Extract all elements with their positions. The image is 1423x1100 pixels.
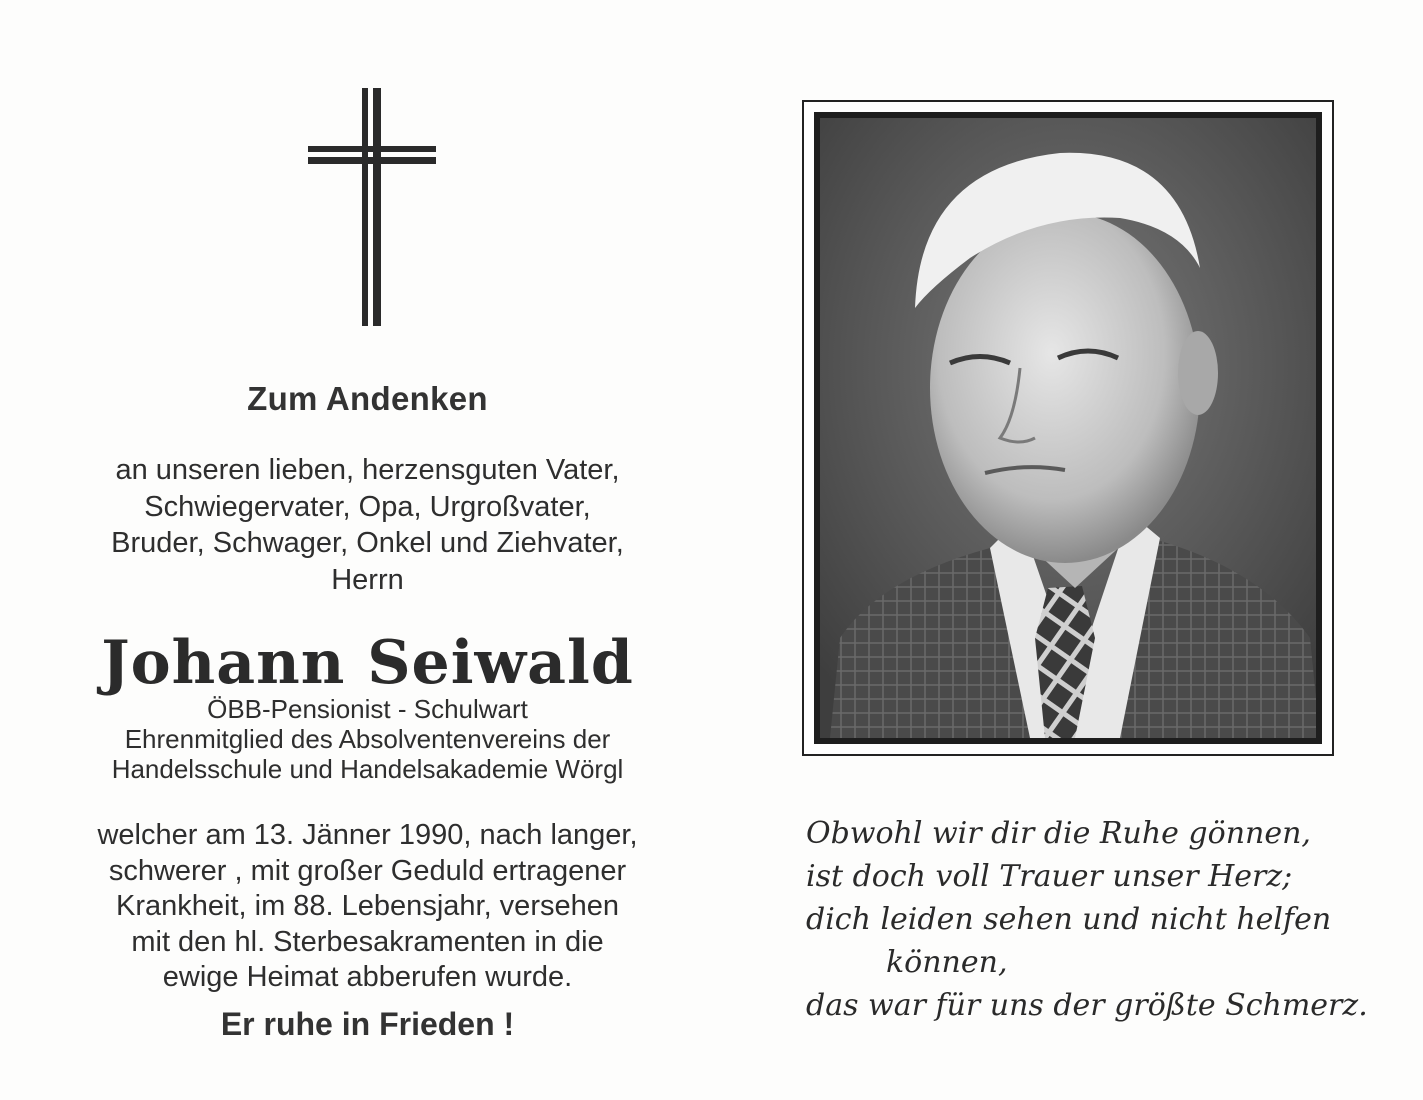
roles-line: Ehrenmitglied des Absolventenvereins der — [124, 724, 611, 754]
intro-line: Herrn — [331, 563, 404, 596]
deceased-name: Johann Seiwald — [101, 628, 634, 698]
poem-line: Obwohl wir dir die Ruhe gönnen, — [806, 816, 1311, 851]
roles-text — [30, 694, 705, 784]
roles-line: ÖBB-Pensionist - Schulwart — [207, 694, 528, 724]
closing-line: Er ruhe in Frieden ! — [220, 1006, 515, 1042]
poem-line: können, — [886, 945, 1008, 980]
body-line: mit den hl. Sterbesakramenten in die — [131, 925, 604, 958]
left-column — [30, 0, 705, 1100]
poem — [806, 812, 1406, 1027]
portrait-photo — [814, 112, 1322, 744]
body-line: welcher am 13. Jänner 1990, nach langer, — [97, 819, 638, 851]
heading: Zum Andenken — [247, 380, 488, 417]
poem-line: dich leiden sehen und nicht helfen — [806, 902, 1332, 937]
portrait-frame — [802, 100, 1334, 756]
body-line: schwerer , mit großer Geduld ertragener — [108, 854, 627, 887]
roles-line: Handelsschule und Handelsakademie Wörgl — [111, 754, 624, 784]
poem-line: ist doch voll Trauer unser Herz; — [806, 859, 1293, 894]
intro-text — [30, 452, 705, 598]
poem-line: das war für uns der größte Schmerz. — [806, 988, 1368, 1023]
intro-line: Schwiegervater, Opa, Urgroßvater, — [144, 490, 591, 523]
portrait-illustration — [820, 118, 1320, 738]
intro-line: an unseren lieben, herzensguten Vater, — [115, 454, 620, 486]
body-line: Krankheit, im 88. Lebensjahr, versehen — [116, 890, 619, 922]
intro-line: Bruder, Schwager, Onkel und Ziehvater, — [111, 527, 624, 559]
body-text — [30, 818, 705, 996]
cross-icon — [308, 88, 436, 328]
body-line: ewige Heimat abberufen wurde. — [162, 961, 573, 993]
